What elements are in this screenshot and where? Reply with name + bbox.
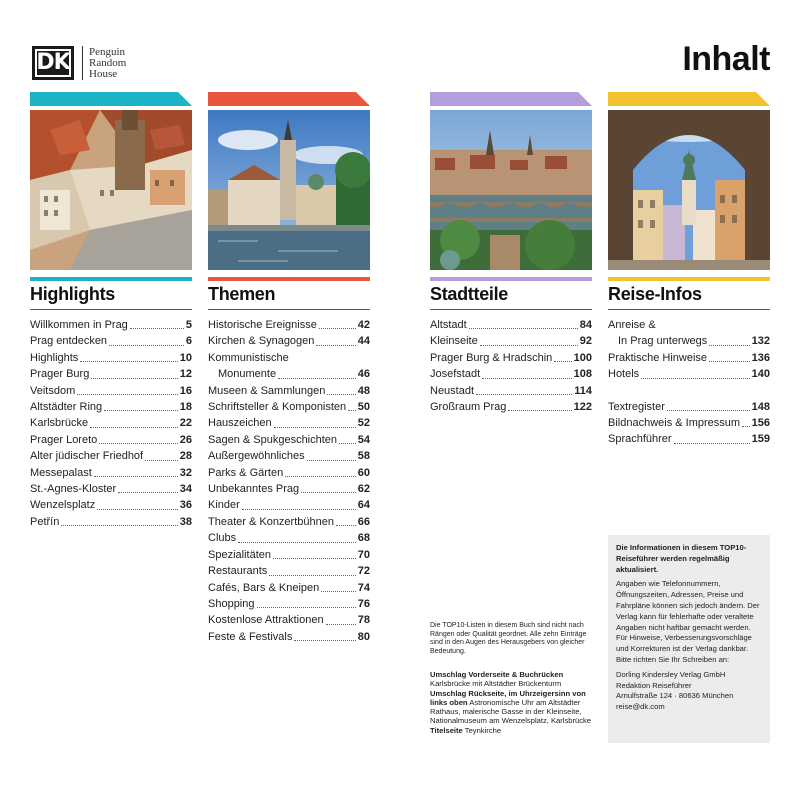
page-title: Inhalt — [682, 40, 770, 78]
photo-city-bridges — [430, 110, 592, 270]
toc-item[interactable]: Neustadt 114 — [430, 384, 592, 397]
publisher-name: Penguin Random House — [89, 45, 127, 80]
publisher-brand — [32, 46, 126, 80]
toc-item[interactable]: Petřín 38 — [30, 515, 192, 528]
toc-item[interactable]: Restaurants 72 — [208, 565, 370, 578]
toc-item[interactable]: Kirchen & Synagogen 44 — [208, 335, 370, 348]
toc-item[interactable]: Anreise & In Prag unterwegs 132 — [608, 319, 770, 348]
section-highlights — [30, 92, 192, 530]
toc-item[interactable]: Prag entdecken 6 — [30, 335, 192, 348]
toc-list — [430, 317, 592, 415]
update-info-box: Die Informationen in diesem TOP10-Reiseführer werden regelmäßig aktualisiert. Angaben wie Telefonnummern, Öffnungszeiten, Adressen, Preise und Fahrpläne können sich jedoch ändern. Der Verlag kann für fehlerhafte oder veraltete Angaben nicht haftbar gemacht werden. Für Hinweise, Verbesserungsvorschläge und Korrekturen ist der Verlag dankbar. Bitte richten Sie Ihr Schreiben an: Dorling Kindersley Verlag GmbH Redaktion Reiseführer Arnulfstraße 124 · 80636 München reise@dk.com — [608, 535, 770, 743]
dk-logo: DK — [32, 46, 74, 80]
toc-item[interactable]: Sagen & Spukgeschichten 54 — [208, 433, 370, 446]
toc-item[interactable]: Altstadt 84 — [430, 319, 592, 331]
toc-list — [208, 317, 370, 645]
toc-item[interactable]: Kinder 64 — [208, 499, 370, 512]
thin-rule — [430, 277, 592, 281]
toc-item[interactable]: Messepalast 32 — [30, 466, 192, 479]
toc-item[interactable]: Parks & Gärten 60 — [208, 466, 370, 479]
section-heading: Themen — [208, 284, 370, 310]
toc-list — [608, 317, 770, 448]
color-bar — [30, 92, 192, 106]
publisher-address: Dorling Kindersley Verlag GmbH Redaktion Reiseführer Arnulfstraße 124 · 80636 München reise@dk.com — [616, 670, 762, 713]
brand-divider — [82, 46, 83, 80]
color-bar — [608, 92, 770, 106]
toc-item[interactable]: Kostenlose Attraktionen 78 — [208, 614, 370, 627]
toc-item[interactable]: Schriftsteller & Komponisten 50 — [208, 401, 370, 414]
toc-item[interactable]: Alter jüdischer Friedhof 28 — [30, 450, 192, 463]
toc-item[interactable]: Feste & Festivals 80 — [208, 630, 370, 643]
toc-item[interactable]: Karlsbrücke 22 — [30, 417, 192, 430]
toc-item[interactable]: Kleinseite 92 — [430, 335, 592, 348]
photo-lesser-town-street — [608, 110, 770, 270]
toc-item[interactable]: Hauszeichen 52 — [208, 417, 370, 430]
thin-rule — [208, 277, 370, 281]
toc-item[interactable]: Shopping 76 — [208, 597, 370, 610]
toc-item[interactable]: Kommunistische Monumente 46 — [208, 351, 370, 381]
color-bar — [430, 92, 592, 106]
toc-item[interactable]: Altstädter Ring 18 — [30, 401, 192, 414]
toc-item[interactable]: Wenzelsplatz 36 — [30, 499, 192, 512]
photo-old-town-rooftops — [30, 110, 192, 270]
toc-item[interactable]: Willkommen in Prag 5 — [30, 319, 192, 331]
toc-list — [30, 317, 192, 530]
section-reise-infos — [608, 92, 770, 448]
toc-item[interactable]: Highlights 10 — [30, 351, 192, 364]
section-heading: Stadtteile — [430, 284, 592, 310]
section-stadtteile — [430, 92, 592, 415]
toc-item[interactable]: Clubs 68 — [208, 532, 370, 545]
toc-item[interactable]: Prager Burg & Hradschin 100 — [430, 351, 592, 364]
toc-item[interactable]: Unbekanntes Prag 62 — [208, 483, 370, 496]
toc-item[interactable]: Textregister 148 — [608, 400, 770, 413]
section-themen — [208, 92, 370, 645]
toc-item[interactable]: Außergewöhnliches 58 — [208, 450, 370, 463]
toc-item[interactable]: Josefstadt 108 — [430, 368, 592, 381]
color-bar — [208, 92, 370, 106]
toc-item[interactable]: Praktische Hinweise 136 — [608, 351, 770, 364]
photo-river-tower — [208, 110, 370, 270]
top10-note: Die TOP10-Listen in diesem Buch sind nicht nach Rängen oder Qualität geordnet. Alle zehn Einträge sind in den Augen des Herausgebers von gleicher Bedeutung. — [430, 622, 587, 655]
thin-rule — [30, 277, 192, 281]
section-heading: Highlights — [30, 284, 192, 310]
toc-item[interactable]: Prager Loreto 26 — [30, 433, 192, 446]
toc-item[interactable]: Museen & Sammlungen 48 — [208, 384, 370, 397]
section-heading: Reise-Infos — [608, 284, 770, 310]
toc-item[interactable]: Hotels 140 — [608, 368, 770, 381]
thin-rule — [608, 277, 770, 281]
toc-item[interactable]: Cafés, Bars & Kneipen 74 — [208, 581, 370, 594]
cover-credits: Umschlag Vorderseite & Buchrücken Karlsbrücke mit Altstädter Brückenturm Umschlag Rückseite, im Uhrzeigersinn von links oben Astronomische Uhr am Altstädter Rathaus, malerische Gasse in der Kleinseite, Nationalmuseum am Wenzelsplatz, Karlsbrücke Titelseite Teynkirche — [430, 670, 592, 735]
toc-spacer — [608, 383, 770, 399]
toc-item[interactable]: Veitsdom 16 — [30, 384, 192, 397]
toc-item[interactable]: Spezialitäten 70 — [208, 548, 370, 561]
toc-item[interactable]: Bildnachweis & Impressum 156 — [608, 417, 770, 430]
toc-item[interactable]: Sprachführer 159 — [608, 433, 770, 446]
toc-item[interactable]: Prager Burg 12 — [30, 368, 192, 381]
toc-item[interactable]: Historische Ereignisse 42 — [208, 319, 370, 331]
toc-item[interactable]: Großraum Prag 122 — [430, 401, 592, 414]
toc-item[interactable]: Theater & Konzertbühnen 66 — [208, 515, 370, 528]
email-link[interactable]: reise@dk.com — [616, 702, 665, 712]
toc-item[interactable]: St.-Agnes-Kloster 34 — [30, 483, 192, 496]
